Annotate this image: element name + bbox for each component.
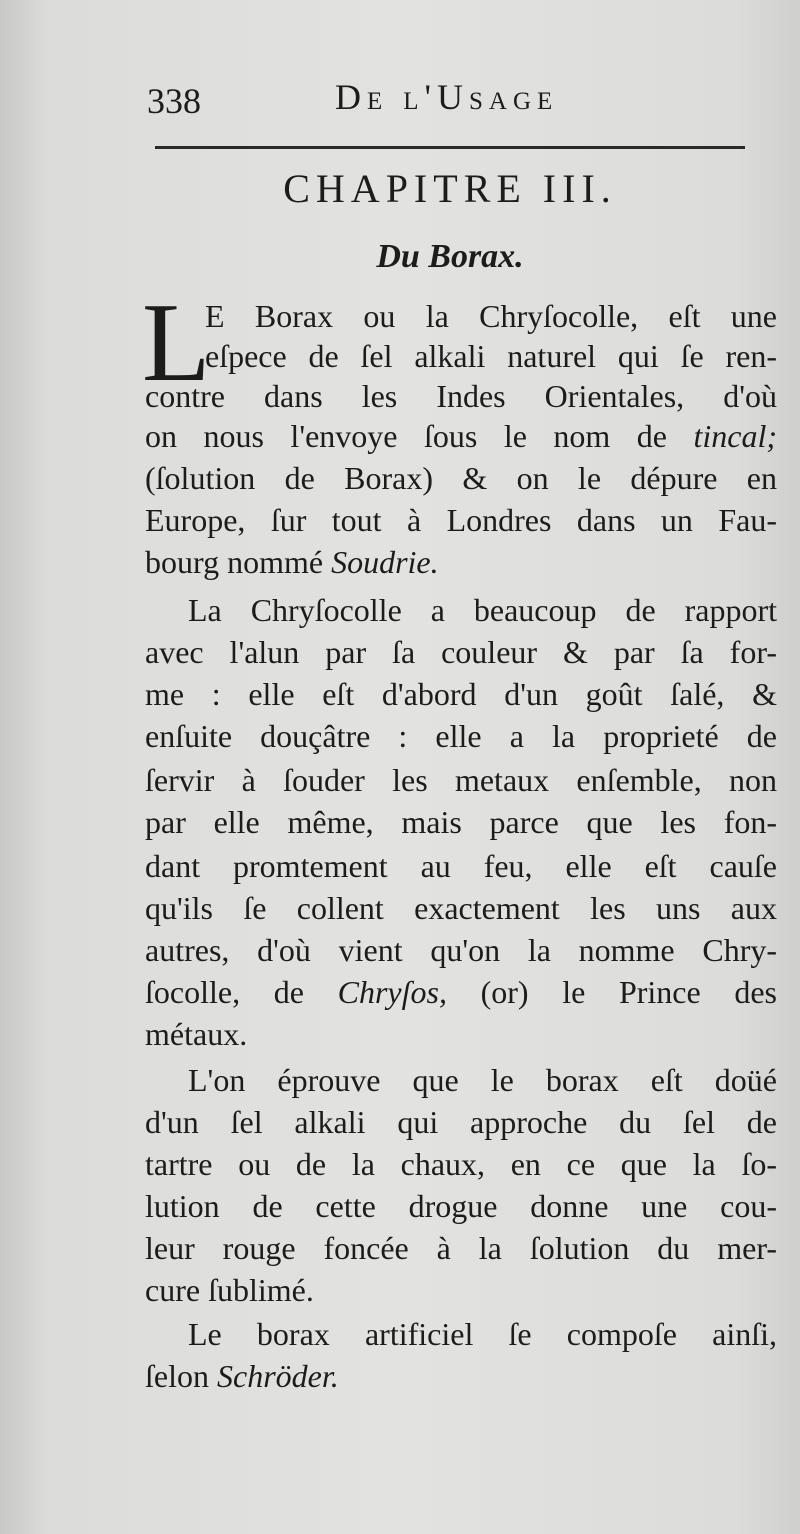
text-line: cure ſublimé. <box>145 1272 314 1308</box>
text-line: métaux. <box>145 1016 248 1052</box>
text-span: ſelon <box>145 1358 217 1394</box>
text-line: par elle même, mais parce que les fon- <box>145 804 777 840</box>
italic-term: Soudrie. <box>331 544 439 580</box>
drop-cap: L <box>142 281 211 405</box>
text-span: (or) le Prince des <box>446 974 778 1010</box>
text-span: ſocolle, de <box>145 974 338 1010</box>
page-number: 338 <box>147 81 201 121</box>
text-line: ſervir à ſouder les metaux enſemble, non <box>145 762 777 798</box>
text-line: autres, d'où vient qu'on la nomme Chry- <box>145 932 777 968</box>
text-line: leur rouge foncée à la ſolution du mer- <box>145 1230 777 1266</box>
text-line <box>145 1356 777 1396</box>
text-span: on nous l'envoye ſous le nom de <box>145 418 694 454</box>
text-line: me : elle eſt d'abord d'un goût ſalé, & <box>145 676 777 712</box>
text-line: avec l'alun par ſa couleur & par ſa for- <box>145 634 777 670</box>
text-line: dant promtement au feu, elle eſt cauſe <box>145 848 777 884</box>
text-line: Europe, ſur tout à Londres dans un Fau- <box>145 502 777 538</box>
text-line: tartre ou de la chaux, en ce que la ſo- <box>145 1146 777 1182</box>
text-line <box>145 972 777 1012</box>
italic-term: tincal; <box>693 418 777 454</box>
italic-term: Schröder. <box>216 1358 339 1394</box>
text-line: enſuite douçâtre : elle a la proprieté de <box>145 718 777 754</box>
text-line: (ſolution de Borax) & on le dépure en <box>145 460 777 496</box>
chapter-subtitle: Du Borax. <box>376 238 524 275</box>
text-span: bourg nommé <box>145 544 332 580</box>
text-line: E Borax ou la Chryſocolle, eſt une <box>205 298 777 334</box>
running-head: De l'Usage <box>335 77 559 117</box>
chapter-title: CHAPITRE III. <box>283 166 617 211</box>
text-line <box>145 416 777 456</box>
text-line: contre dans les Indes Orientales, d'où <box>145 378 777 414</box>
text-line: eſpece de ſel alkali naturel qui ſe ren- <box>205 338 777 374</box>
text-line: lution de cette drogue donne une cou- <box>145 1188 777 1224</box>
text-line: qu'ils ſe collent exactement les uns aux <box>145 890 777 926</box>
text-line: L'on éprouve que le borax eſt doüé <box>188 1062 777 1098</box>
header-rule <box>155 146 745 149</box>
page-header <box>147 76 747 126</box>
text-line: La Chryſocolle a beaucoup de rapport <box>188 592 777 628</box>
text-line <box>145 542 777 582</box>
italic-term: Chryſos, <box>337 974 447 1010</box>
text-line: Le borax artificiel ſe compoſe ainſi, <box>188 1316 777 1352</box>
text-line: d'un ſel alkali qui approche du ſel de <box>145 1104 777 1140</box>
